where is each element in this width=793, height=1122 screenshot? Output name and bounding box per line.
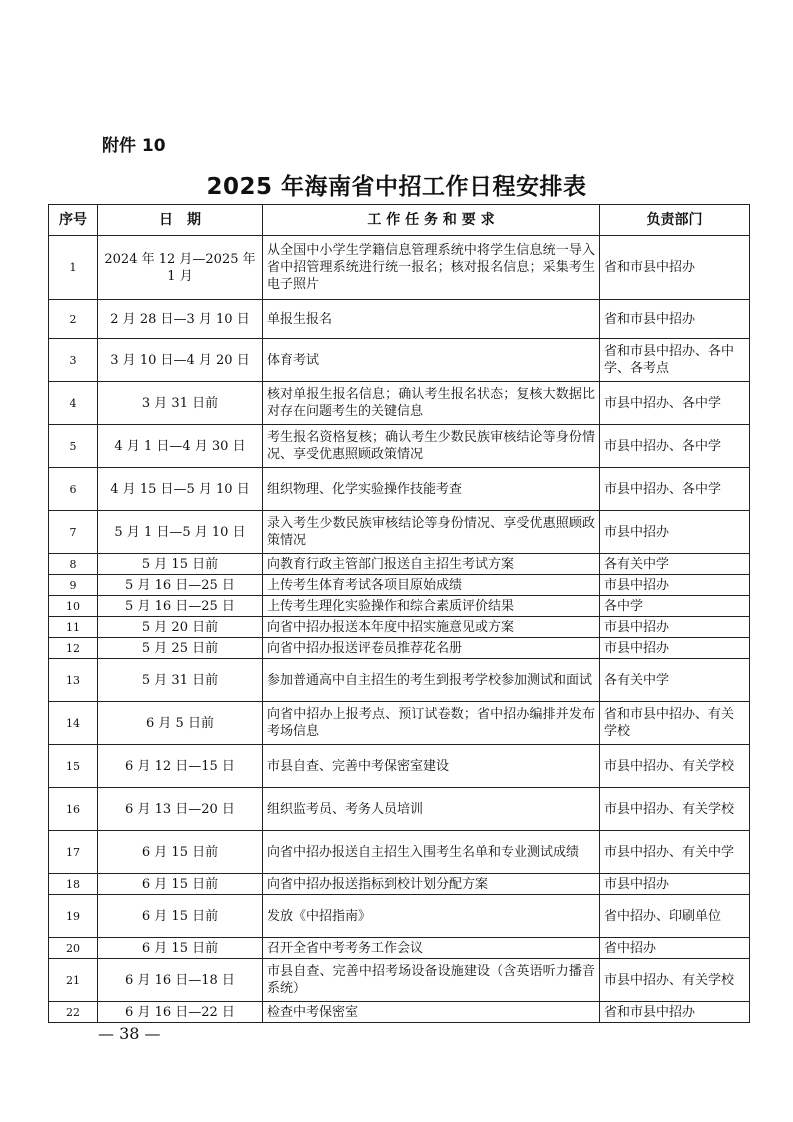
table-row bbox=[49, 659, 750, 702]
cell-dept: 省和市县中招办 bbox=[600, 300, 750, 339]
table-row bbox=[49, 788, 750, 831]
cell-dept: 省和市县中招办、有关学校 bbox=[600, 702, 750, 745]
cell-num: 19 bbox=[49, 895, 98, 938]
table-row bbox=[49, 575, 750, 596]
cell-dept: 市县中招办、有关中学 bbox=[600, 831, 750, 874]
cell-num: 8 bbox=[49, 554, 98, 575]
page-title: 2025 年海南省中招工作日程安排表 bbox=[206, 174, 587, 200]
header-date: 日 期 bbox=[98, 205, 263, 236]
cell-num: 16 bbox=[49, 788, 98, 831]
cell-task: 市县自查、完善中招考场设备设施建设（含英语听力播音系统） bbox=[263, 959, 600, 1002]
cell-num: 17 bbox=[49, 831, 98, 874]
cell-task: 向省中招办上报考点、预订试卷数；省中招办编排并发布考场信息 bbox=[263, 702, 600, 745]
table-row bbox=[49, 300, 750, 339]
table-row bbox=[49, 617, 750, 638]
cell-dept: 省和市县中招办、各中学、各考点 bbox=[600, 339, 750, 382]
cell-num: 6 bbox=[49, 468, 98, 511]
cell-num: 10 bbox=[49, 596, 98, 617]
cell-dept: 省中招办 bbox=[600, 938, 750, 959]
cell-date: 6 月 16 日—22 日 bbox=[98, 1002, 263, 1023]
cell-num: 12 bbox=[49, 638, 98, 659]
cell-date: 3 月 31 日前 bbox=[98, 382, 263, 425]
cell-task: 上传考生理化实验操作和综合素质评价结果 bbox=[263, 596, 600, 617]
cell-dept: 市县中招办、有关学校 bbox=[600, 788, 750, 831]
table-row bbox=[49, 596, 750, 617]
cell-task: 向省中招办报送评卷员推荐花名册 bbox=[263, 638, 600, 659]
cell-num: 5 bbox=[49, 425, 98, 468]
table-row bbox=[49, 745, 750, 788]
header-dept: 负责部门 bbox=[600, 205, 750, 236]
cell-task: 核对单报生报名信息；确认考生报名状态；复核大数据比对存在问题考生的关键信息 bbox=[263, 382, 600, 425]
cell-task: 向省中招办报送指标到校计划分配方案 bbox=[263, 874, 600, 895]
table-header-row bbox=[49, 205, 750, 236]
cell-dept: 市县中招办 bbox=[600, 874, 750, 895]
cell-num: 15 bbox=[49, 745, 98, 788]
cell-num: 21 bbox=[49, 959, 98, 1002]
cell-dept: 市县中招办、有关学校 bbox=[600, 959, 750, 1002]
cell-task: 向教育行政主管部门报送自主招生考试方案 bbox=[263, 554, 600, 575]
cell-date: 6 月 15 日前 bbox=[98, 874, 263, 895]
cell-task: 录入考生少数民族审核结论等身份情况、享受优惠照顾政策情况 bbox=[263, 511, 600, 554]
page-number: — 38 — bbox=[98, 1024, 161, 1043]
cell-num: 13 bbox=[49, 659, 98, 702]
table-row bbox=[49, 511, 750, 554]
cell-date: 4 月 1 日—4 月 30 日 bbox=[98, 425, 263, 468]
table-row bbox=[49, 938, 750, 959]
table-row bbox=[49, 831, 750, 874]
cell-dept: 各有关中学 bbox=[600, 554, 750, 575]
cell-date: 6 月 5 日前 bbox=[98, 702, 263, 745]
table-row bbox=[49, 554, 750, 575]
cell-num: 2 bbox=[49, 300, 98, 339]
cell-task: 检查中考保密室 bbox=[263, 1002, 600, 1023]
cell-task: 上传考生体育考试各项目原始成绩 bbox=[263, 575, 600, 596]
cell-dept: 省和市县中招办 bbox=[600, 236, 750, 300]
table-row bbox=[49, 702, 750, 745]
cell-num: 14 bbox=[49, 702, 98, 745]
table-row bbox=[49, 638, 750, 659]
cell-num: 22 bbox=[49, 1002, 98, 1023]
header-task: 工 作 任 务 和 要 求 bbox=[263, 205, 600, 236]
cell-date: 4 月 15 日—5 月 10 日 bbox=[98, 468, 263, 511]
cell-date: 6 月 15 日前 bbox=[98, 895, 263, 938]
table-body bbox=[49, 236, 750, 1023]
cell-task: 向省中招办报送自主招生入围考生名单和专业测试成绩 bbox=[263, 831, 600, 874]
cell-date: 5 月 1 日—5 月 10 日 bbox=[98, 511, 263, 554]
cell-date: 6 月 16 日—18 日 bbox=[98, 959, 263, 1002]
cell-task: 发放《中招指南》 bbox=[263, 895, 600, 938]
cell-date: 6 月 13 日—20 日 bbox=[98, 788, 263, 831]
cell-num: 1 bbox=[49, 236, 98, 300]
cell-task: 考生报名资格复核；确认考生少数民族审核结论等身份情况、享受优惠照顾政策情况 bbox=[263, 425, 600, 468]
table-row bbox=[49, 425, 750, 468]
cell-task: 市县自查、完善中考保密室建设 bbox=[263, 745, 600, 788]
table-row bbox=[49, 382, 750, 425]
cell-task: 体育考试 bbox=[263, 339, 600, 382]
cell-dept: 各中学 bbox=[600, 596, 750, 617]
cell-date: 5 月 20 日前 bbox=[98, 617, 263, 638]
cell-date: 5 月 31 日前 bbox=[98, 659, 263, 702]
cell-dept: 各有关中学 bbox=[600, 659, 750, 702]
cell-num: 7 bbox=[49, 511, 98, 554]
cell-date: 5 月 16 日—25 日 bbox=[98, 596, 263, 617]
cell-dept: 市县中招办 bbox=[600, 617, 750, 638]
cell-num: 3 bbox=[49, 339, 98, 382]
cell-date: 2 月 28 日—3 月 10 日 bbox=[98, 300, 263, 339]
annex-label: 附件 10 bbox=[102, 136, 166, 156]
cell-task: 单报生报名 bbox=[263, 300, 600, 339]
table-row bbox=[49, 1002, 750, 1023]
cell-dept: 市县中招办、各中学 bbox=[600, 425, 750, 468]
cell-num: 18 bbox=[49, 874, 98, 895]
cell-dept: 市县中招办、各中学 bbox=[600, 382, 750, 425]
cell-task: 召开全省中考考务工作会议 bbox=[263, 938, 600, 959]
table-row bbox=[49, 339, 750, 382]
cell-date: 3 月 10 日—4 月 20 日 bbox=[98, 339, 263, 382]
table-row bbox=[49, 959, 750, 1002]
cell-num: 4 bbox=[49, 382, 98, 425]
header-num: 序号 bbox=[49, 205, 98, 236]
cell-task: 组织监考员、考务人员培训 bbox=[263, 788, 600, 831]
cell-date: 6 月 15 日前 bbox=[98, 938, 263, 959]
cell-dept: 市县中招办 bbox=[600, 638, 750, 659]
cell-date: 5 月 25 日前 bbox=[98, 638, 263, 659]
cell-dept: 省中招办、印刷单位 bbox=[600, 895, 750, 938]
cell-num: 20 bbox=[49, 938, 98, 959]
table-row bbox=[49, 874, 750, 895]
table-row bbox=[49, 895, 750, 938]
cell-dept: 市县中招办 bbox=[600, 575, 750, 596]
cell-num: 9 bbox=[49, 575, 98, 596]
cell-dept: 市县中招办、各中学 bbox=[600, 468, 750, 511]
cell-date: 6 月 12 日—15 日 bbox=[98, 745, 263, 788]
cell-task: 从全国中小学生学籍信息管理系统中将学生信息统一导入省中招管理系统进行统一报名；核对报名信息；采集考生电子照片 bbox=[263, 236, 600, 300]
cell-date: 5 月 16 日—25 日 bbox=[98, 575, 263, 596]
cell-num: 11 bbox=[49, 617, 98, 638]
cell-dept: 市县中招办、有关学校 bbox=[600, 745, 750, 788]
schedule-table bbox=[48, 204, 750, 1023]
cell-task: 参加普通高中自主招生的考生到报考学校参加测试和面试 bbox=[263, 659, 600, 702]
cell-date: 5 月 15 日前 bbox=[98, 554, 263, 575]
cell-date: 6 月 15 日前 bbox=[98, 831, 263, 874]
cell-dept: 市县中招办 bbox=[600, 511, 750, 554]
cell-task: 组织物理、化学实验操作技能考查 bbox=[263, 468, 600, 511]
cell-dept: 省和市县中招办 bbox=[600, 1002, 750, 1023]
cell-task: 向省中招办报送本年度中招实施意见或方案 bbox=[263, 617, 600, 638]
table-row bbox=[49, 468, 750, 511]
cell-date: 2024 年 12 月—2025 年 1 月 bbox=[98, 236, 263, 300]
table-row bbox=[49, 236, 750, 300]
